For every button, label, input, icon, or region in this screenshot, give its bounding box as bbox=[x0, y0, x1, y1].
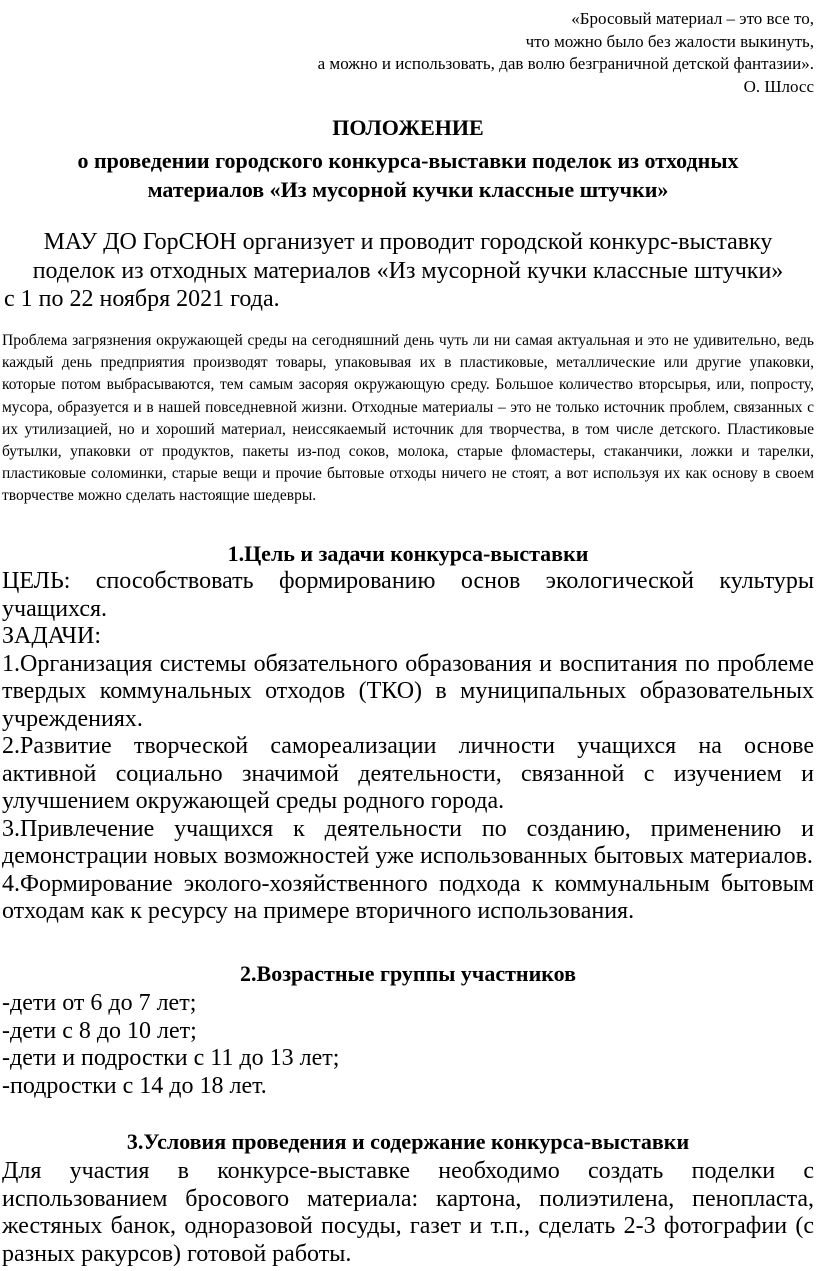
epigraph-line: а можно и использовать, дав волю безграничной детской фантазии». bbox=[317, 54, 814, 73]
task-item: 2.Развитие творческой самореализации личности учащихся на основе активной социально значимой деятельности, связанной с изучением и улучшением окружающей среды родного города. bbox=[2, 733, 814, 814]
document-title: ПОЛОЖЕНИЕ bbox=[332, 115, 484, 140]
tasks-label: ЗАДАЧИ: bbox=[2, 623, 102, 649]
intro-paragraph: Проблема загрязнения окружающей среды на сегодняшний день чуть ли ни самая актуальная и это не удивительно, ведь каждый день предприятия производят товары, упаковывая их в пластиковые, металлические или другие упаковки, которые потом выбрасываются, тем самым засоряя окружающую среду. Большое количество вторсырья, или, попросту, мусора, образуется и в нашей повседневной жизни. Отходные материалы – это не только источник проблем, связанных с их утилизацией, но и хороший материал, неиссякаемый источник для творчества, в том числе детского. Пластиковые бутылки, упаковки от продуктов, пакеты из-под соков, молока, старые фломастеры, стаканчики, ложки и тарелки, пластиковые соломинки, старые вещи и прочие бытовые отходы ничего не стоят, а вот используя их как основу в своем творчестве можно сделать настоящие шедевры. bbox=[2, 332, 814, 505]
goal-text: ЦЕЛЬ: способствовать формированию основ экологической культуры учащихся. bbox=[2, 568, 814, 622]
document-subtitle: о проведении городского конкурса-выставки поделок из отходных материалов «Из мусорной кучки классные штучки» bbox=[77, 148, 739, 202]
announcement-line: МАУ ДО ГорСЮН организует и проводит городской конкурс-выставку bbox=[43, 229, 773, 255]
epigraph bbox=[114, 8, 814, 98]
task-item: 4.Формирование эколого-хозяйственного подхода к коммунальным бытовым отходам как к ресурсу на примере вторичного использования. bbox=[2, 870, 814, 924]
epigraph-line: что можно было без жалости выкинуть, bbox=[525, 31, 814, 51]
age-group-item: -дети от 6 до 7 лет; bbox=[2, 990, 197, 1016]
section-2-heading: 2.Возрастные группы участников bbox=[240, 961, 576, 986]
announcement-dates: с 1 по 22 ноября 2021 года. bbox=[4, 286, 280, 312]
section-2-body bbox=[2, 990, 814, 1100]
announcement-line: поделок из отходных материалов «Из мусорной кучки классные штучки» bbox=[32, 257, 784, 284]
epigraph-line: «Бросовый материал – это все то, bbox=[571, 9, 814, 28]
age-group-item: -дети и подростки с 11 до 13 лет; bbox=[2, 1045, 340, 1071]
age-group-item: -подростки с 14 до 18 лет. bbox=[2, 1072, 267, 1099]
conditions-text: Для участия в конкурсе-выставке необходимо создать поделки с использованием бросового материала: картона, полиэтилена, пенопласта, жестяных банок, одноразовой посуды, газет и т.п., сделать 2-3 фотографии (с разных ракурсов) готовой работы. bbox=[2, 1158, 814, 1267]
section-3-body bbox=[2, 1158, 814, 1268]
age-group-item: -дети с 8 до 10 лет; bbox=[2, 1017, 197, 1044]
announcement bbox=[4, 228, 812, 314]
section-1-body bbox=[2, 568, 814, 926]
epigraph-author: О. Шлосс bbox=[743, 76, 814, 96]
section-3-heading: 3.Условия проведения и содержание конкурса-выставки bbox=[126, 1129, 690, 1154]
section-1-heading: 1.Цель и задачи конкурса-выставки bbox=[227, 541, 589, 566]
task-item: 1.Организация системы обязательного образования и воспитания по проблеме твердых коммунальных отходов (ТКО) в муниципальных образовательных учреждениях. bbox=[2, 650, 814, 732]
task-item: 3.Привлечение учащихся к деятельности по созданию, применению и демонстрации новых возможностей уже использованных бытовых материалов. bbox=[2, 815, 814, 869]
